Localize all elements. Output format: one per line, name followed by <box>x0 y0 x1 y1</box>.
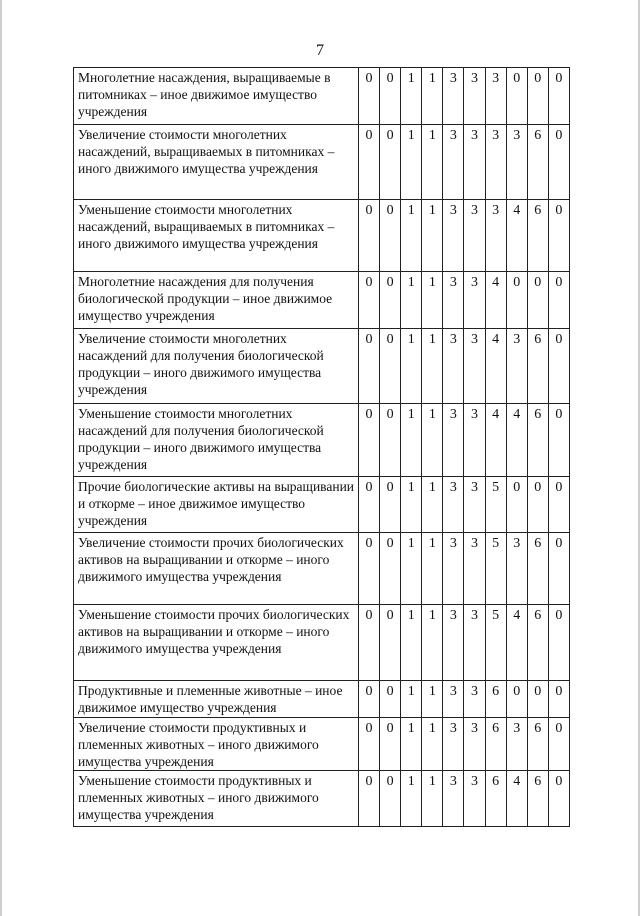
account-code-digit: 3 <box>485 125 506 200</box>
page-number: 7 <box>316 42 324 59</box>
table-row <box>74 68 570 125</box>
account-code-digit: 3 <box>443 605 464 681</box>
account-code-digit: 0 <box>506 681 527 718</box>
account-code-digit: 4 <box>506 200 527 272</box>
account-code-digit: 0 <box>359 605 380 681</box>
account-code-digit: 3 <box>443 125 464 200</box>
account-code-digit: 3 <box>464 477 485 533</box>
account-code-digit: 0 <box>380 718 401 771</box>
account-code-digit: 0 <box>548 605 569 681</box>
account-code-digit: 6 <box>485 771 506 827</box>
account-code-digit: 0 <box>359 404 380 477</box>
account-code-digit: 0 <box>527 681 548 718</box>
account-description: Уменьшение стоимости многолетних насаждений, выращиваемых в питомниках – иного движимого имущества учреждения <box>74 200 359 272</box>
account-code-digit: 1 <box>422 68 443 125</box>
table-row <box>74 477 570 533</box>
account-code-digit: 6 <box>527 329 548 404</box>
account-code-digit: 3 <box>464 605 485 681</box>
account-code-digit: 3 <box>485 68 506 125</box>
account-code-digit: 3 <box>506 533 527 605</box>
account-code-digit: 1 <box>422 771 443 827</box>
account-code-digit: 6 <box>527 718 548 771</box>
account-code-digit: 3 <box>443 404 464 477</box>
table-row <box>74 125 570 200</box>
account-code-digit: 1 <box>422 681 443 718</box>
account-code-digit: 0 <box>380 771 401 827</box>
account-code-digit: 0 <box>548 681 569 718</box>
account-code-digit: 0 <box>380 329 401 404</box>
account-description: Прочие биологические активы на выращивании и откорме – иное движимое имущество учреждения <box>74 477 359 533</box>
account-code-digit: 3 <box>443 477 464 533</box>
account-code-digit: 0 <box>380 477 401 533</box>
account-code-digit: 4 <box>485 272 506 329</box>
account-code-digit: 6 <box>527 771 548 827</box>
account-code-digit: 0 <box>527 477 548 533</box>
table-row <box>74 771 570 827</box>
account-description: Уменьшение стоимости прочих биологических активов на выращивании и откорме – иного движимого имущества учреждения <box>74 605 359 681</box>
account-code-digit: 3 <box>464 329 485 404</box>
account-code-digit: 0 <box>548 404 569 477</box>
account-code-digit: 0 <box>380 200 401 272</box>
account-code-digit: 0 <box>548 68 569 125</box>
account-code-digit: 3 <box>464 68 485 125</box>
account-description: Увеличение стоимости продуктивных и племенных животных – иного движимого имущества учреждения <box>74 718 359 771</box>
account-code-digit: 0 <box>548 771 569 827</box>
account-code-digit: 0 <box>359 533 380 605</box>
account-code-digit: 1 <box>401 605 422 681</box>
account-code-digit: 0 <box>380 272 401 329</box>
account-code-digit: 1 <box>422 404 443 477</box>
account-code-digit: 3 <box>443 718 464 771</box>
table-row <box>74 272 570 329</box>
account-code-digit: 0 <box>548 329 569 404</box>
account-code-digit: 0 <box>359 272 380 329</box>
account-code-digit: 3 <box>506 125 527 200</box>
account-description: Продуктивные и племенные животные – иное движимое имущество учреждения <box>74 681 359 718</box>
left-scan-edge <box>0 0 2 916</box>
account-description: Увеличение стоимости многолетних насаждений, выращиваемых в питомниках – иного движимого имущества учреждения <box>74 125 359 200</box>
accounts-table-body <box>74 68 570 827</box>
account-description: Увеличение стоимости прочих биологических активов на выращивании и откорме – иного движимого имущества учреждения <box>74 533 359 605</box>
account-code-digit: 1 <box>401 718 422 771</box>
account-code-digit: 6 <box>527 533 548 605</box>
account-code-digit: 3 <box>464 681 485 718</box>
account-code-digit: 1 <box>401 404 422 477</box>
table-row <box>74 533 570 605</box>
account-code-digit: 1 <box>422 329 443 404</box>
account-code-digit: 3 <box>464 272 485 329</box>
account-code-digit: 0 <box>548 125 569 200</box>
table-row <box>74 404 570 477</box>
account-code-digit: 0 <box>506 477 527 533</box>
account-code-digit: 3 <box>443 329 464 404</box>
accounts-table <box>73 67 570 827</box>
account-code-digit: 0 <box>359 329 380 404</box>
account-code-digit: 0 <box>380 533 401 605</box>
account-code-digit: 0 <box>527 272 548 329</box>
account-code-digit: 1 <box>401 329 422 404</box>
account-code-digit: 3 <box>443 272 464 329</box>
account-code-digit: 0 <box>359 718 380 771</box>
account-code-digit: 3 <box>464 404 485 477</box>
account-code-digit: 0 <box>359 68 380 125</box>
account-code-digit: 5 <box>485 533 506 605</box>
account-code-digit: 4 <box>506 771 527 827</box>
account-code-digit: 1 <box>401 533 422 605</box>
account-description: Многолетние насаждения для получения биологической продукции – иное движимое имущество учреждения <box>74 272 359 329</box>
table-row <box>74 200 570 272</box>
table-row <box>74 718 570 771</box>
account-code-digit: 6 <box>527 605 548 681</box>
account-code-digit: 5 <box>485 605 506 681</box>
account-description: Увеличение стоимости многолетних насаждений для получения биологической продукции – иного движимого имущества учреждения <box>74 329 359 404</box>
account-code-digit: 6 <box>485 681 506 718</box>
account-code-digit: 1 <box>401 681 422 718</box>
account-code-digit: 3 <box>506 718 527 771</box>
account-code-digit: 0 <box>506 68 527 125</box>
account-code-digit: 0 <box>380 605 401 681</box>
account-code-digit: 3 <box>464 718 485 771</box>
account-code-digit: 6 <box>485 718 506 771</box>
account-code-digit: 3 <box>443 533 464 605</box>
account-code-digit: 0 <box>380 404 401 477</box>
account-code-digit: 3 <box>485 200 506 272</box>
account-code-digit: 0 <box>380 681 401 718</box>
account-code-digit: 0 <box>548 533 569 605</box>
account-code-digit: 0 <box>359 681 380 718</box>
account-description: Многолетние насаждения, выращиваемые в питомниках – иное движимое имущество учреждения <box>74 68 359 125</box>
account-code-digit: 0 <box>359 771 380 827</box>
account-code-digit: 1 <box>401 68 422 125</box>
account-code-digit: 0 <box>359 477 380 533</box>
account-code-digit: 0 <box>548 718 569 771</box>
account-code-digit: 3 <box>464 200 485 272</box>
account-code-digit: 4 <box>506 605 527 681</box>
account-code-digit: 1 <box>422 272 443 329</box>
account-code-digit: 4 <box>485 404 506 477</box>
table-row <box>74 605 570 681</box>
account-code-digit: 3 <box>443 68 464 125</box>
account-code-digit: 1 <box>422 477 443 533</box>
account-code-digit: 0 <box>380 68 401 125</box>
account-code-digit: 3 <box>506 329 527 404</box>
account-code-digit: 6 <box>527 200 548 272</box>
account-code-digit: 1 <box>422 605 443 681</box>
account-code-digit: 4 <box>485 329 506 404</box>
account-code-digit: 1 <box>401 771 422 827</box>
table-row <box>74 329 570 404</box>
account-code-digit: 0 <box>548 272 569 329</box>
account-code-digit: 3 <box>464 125 485 200</box>
account-code-digit: 1 <box>422 718 443 771</box>
table-row <box>74 681 570 718</box>
account-code-digit: 1 <box>401 477 422 533</box>
account-description: Уменьшение стоимости продуктивных и племенных животных – иного движимого имущества учреждения <box>74 771 359 827</box>
account-code-digit: 3 <box>464 771 485 827</box>
account-code-digit: 0 <box>548 200 569 272</box>
account-code-digit: 0 <box>359 200 380 272</box>
account-code-digit: 1 <box>422 200 443 272</box>
account-code-digit: 0 <box>548 477 569 533</box>
account-code-digit: 6 <box>527 125 548 200</box>
account-code-digit: 1 <box>422 533 443 605</box>
account-code-digit: 1 <box>401 272 422 329</box>
account-code-digit: 0 <box>380 125 401 200</box>
account-description: Уменьшение стоимости многолетних насаждений для получения биологической продукции – иного движимого имущества учреждения <box>74 404 359 477</box>
account-code-digit: 1 <box>422 125 443 200</box>
account-code-digit: 1 <box>401 125 422 200</box>
account-code-digit: 3 <box>443 200 464 272</box>
account-code-digit: 4 <box>506 404 527 477</box>
account-code-digit: 0 <box>527 68 548 125</box>
account-code-digit: 3 <box>443 771 464 827</box>
account-code-digit: 5 <box>485 477 506 533</box>
account-code-digit: 3 <box>443 681 464 718</box>
account-code-digit: 1 <box>401 200 422 272</box>
account-code-digit: 0 <box>359 125 380 200</box>
account-code-digit: 6 <box>527 404 548 477</box>
account-code-digit: 0 <box>506 272 527 329</box>
account-code-digit: 3 <box>464 533 485 605</box>
